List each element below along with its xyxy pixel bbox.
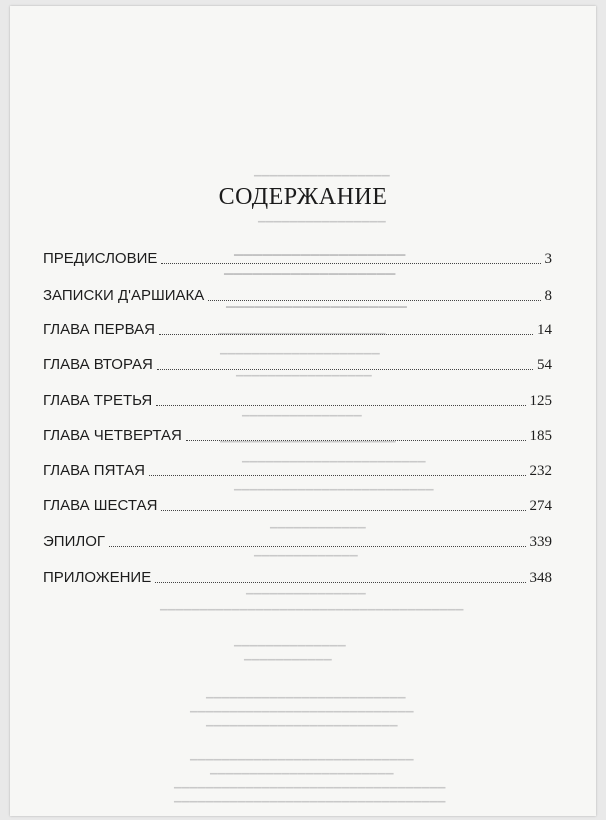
- page-title: СОДЕРЖАНИЕ: [218, 184, 388, 210]
- toc-entry-chapter-6[interactable]: [43, 495, 552, 515]
- bleed-through-line: ▁▁▁▁▁▁▁▁▁▁▁▁▁▁▁▁▁▁▁▁▁▁▁: [242, 452, 426, 463]
- toc-entry-label: ГЛАВА ВТОРАЯ: [43, 356, 153, 373]
- bleed-through-line: ▁▁▁▁▁▁▁▁▁▁▁▁▁▁▁▁: [258, 212, 386, 223]
- bleed-through-line: ▁▁▁▁▁▁▁▁▁▁▁▁▁▁▁▁▁: [254, 166, 390, 177]
- bleed-through-line: ▁▁▁▁▁▁▁▁▁▁▁▁▁▁▁▁▁▁▁▁▁▁▁▁▁▁▁▁: [190, 750, 414, 761]
- bleed-through-line: ▁▁▁▁▁▁▁▁▁▁▁▁▁▁▁▁▁▁▁▁▁▁▁▁▁: [234, 480, 434, 491]
- toc-dot-leader: [161, 510, 525, 511]
- toc-entry-label: ЭПИЛОГ: [43, 533, 105, 550]
- bleed-through-line: ▁▁▁▁▁▁▁▁▁▁▁▁: [270, 518, 366, 529]
- toc-entry-preface[interactable]: [43, 248, 552, 268]
- toc-dot-leader: [156, 405, 525, 406]
- toc-entry-label: ГЛАВА ЧЕТВЕРТАЯ: [43, 427, 182, 444]
- bleed-through-line: ▁▁▁▁▁▁▁▁▁▁▁▁▁▁▁▁▁▁▁▁▁▁▁▁▁▁▁▁▁▁▁▁▁▁▁▁▁▁: [160, 600, 464, 611]
- bleed-through-line: ▁▁▁▁▁▁▁▁▁▁▁▁▁▁▁▁▁▁▁▁▁▁▁▁▁▁▁▁▁▁▁▁▁▁: [174, 778, 446, 789]
- toc-entry-label: ГЛАВА ШЕСТАЯ: [43, 497, 158, 514]
- toc-entry-epilogue[interactable]: [43, 531, 552, 551]
- bleed-through-line: ▁▁▁▁▁▁▁▁▁▁▁▁▁▁▁▁▁▁▁▁▁▁▁▁: [206, 716, 398, 727]
- bleed-through-line: ▁▁▁▁▁▁▁▁▁▁▁▁▁▁▁: [246, 584, 366, 595]
- toc-page-number: 3: [544, 251, 552, 267]
- toc-entry-chapter-4[interactable]: [43, 425, 552, 445]
- bleed-through-line: ▁▁▁▁▁▁▁▁▁▁▁▁▁▁▁: [242, 406, 362, 417]
- toc-entry-label: ГЛАВА ПЕРВАЯ: [43, 321, 155, 338]
- bleed-through-line: ▁▁▁▁▁▁▁▁▁▁▁▁▁▁▁▁▁▁: [234, 242, 406, 256]
- toc-dot-leader: [109, 546, 526, 547]
- toc-entry-chapter-1[interactable]: [43, 319, 552, 339]
- toc-dot-leader: [157, 369, 533, 370]
- book-page: [10, 6, 596, 816]
- toc-dot-leader: [186, 440, 526, 441]
- bleed-through-line: ▁▁▁▁▁▁▁▁▁▁▁▁▁▁▁▁▁▁▁▁▁▁: [220, 432, 396, 443]
- toc-entry-notes[interactable]: [43, 285, 552, 305]
- toc-entry-label: ГЛАВА ТРЕТЬЯ: [43, 392, 153, 409]
- bleed-through-line: ▁▁▁▁▁▁▁▁▁▁▁▁▁▁▁▁▁▁▁▁▁: [218, 324, 386, 335]
- bleed-through-line: ▁▁▁▁▁▁▁▁▁▁▁▁▁▁▁▁▁▁▁: [226, 294, 408, 308]
- bleed-through-line: ▁▁▁▁▁▁▁▁▁▁▁: [244, 650, 332, 661]
- toc-page-number: 125: [529, 393, 552, 409]
- toc-entry-label: ГЛАВА ПЯТАЯ: [43, 462, 145, 479]
- toc-dot-leader: [155, 582, 525, 583]
- bleed-through-line: ▁▁▁▁▁▁▁▁▁▁▁▁▁: [254, 546, 358, 557]
- toc-page-number: 8: [544, 288, 552, 304]
- bleed-through-line: ▁▁▁▁▁▁▁▁▁▁▁▁▁▁▁▁▁▁▁▁▁▁▁: [210, 764, 394, 775]
- toc-entry-label: ПРЕДИСЛОВИЕ: [43, 250, 158, 267]
- bleed-through-line: ▁▁▁▁▁▁▁▁▁▁▁▁▁▁: [234, 636, 346, 647]
- bleed-through-line: ▁▁▁▁▁▁▁▁▁▁▁▁▁▁▁▁▁▁▁▁▁▁▁▁▁: [206, 688, 406, 699]
- toc-dot-leader: [159, 334, 533, 335]
- toc-dot-leader: [208, 300, 540, 301]
- bleed-through-line: ▁▁▁▁▁▁▁▁▁▁▁▁▁▁▁▁▁▁▁▁▁▁▁▁▁▁▁▁▁▁▁▁▁▁: [174, 792, 446, 803]
- toc-page-number: 274: [529, 498, 552, 514]
- toc-entry-appendix[interactable]: [43, 567, 552, 587]
- toc-page-number: 348: [529, 570, 552, 586]
- toc-entry-chapter-3[interactable]: [43, 390, 552, 410]
- toc-dot-leader: [149, 475, 526, 476]
- bleed-through-line: ▁▁▁▁▁▁▁▁▁▁▁▁▁▁▁▁▁: [236, 366, 372, 377]
- toc-page-number: 54: [537, 357, 552, 373]
- bleed-through-line: ▁▁▁▁▁▁▁▁▁▁▁▁▁▁▁▁▁▁▁▁▁▁▁▁▁▁▁▁: [190, 702, 414, 713]
- toc-page-number: 185: [529, 428, 552, 444]
- toc-dot-leader: [161, 263, 540, 264]
- toc-entry-chapter-5[interactable]: [43, 460, 552, 480]
- bleed-through-line: ▁▁▁▁▁▁▁▁▁▁▁▁▁▁▁▁▁▁▁▁: [220, 344, 380, 355]
- toc-page-number: 339: [529, 534, 552, 550]
- toc-entry-label: ПРИЛОЖЕНИЕ: [43, 569, 152, 586]
- toc-entry-label: ЗАПИСКИ Д'АРШИАКА: [43, 287, 205, 304]
- bleed-through-line: ▁▁▁▁▁▁▁▁▁▁▁▁▁▁▁▁▁▁: [224, 261, 396, 275]
- toc-entry-chapter-2[interactable]: [43, 354, 552, 374]
- toc-page-number: 14: [537, 322, 552, 338]
- toc-page-number: 232: [529, 463, 552, 479]
